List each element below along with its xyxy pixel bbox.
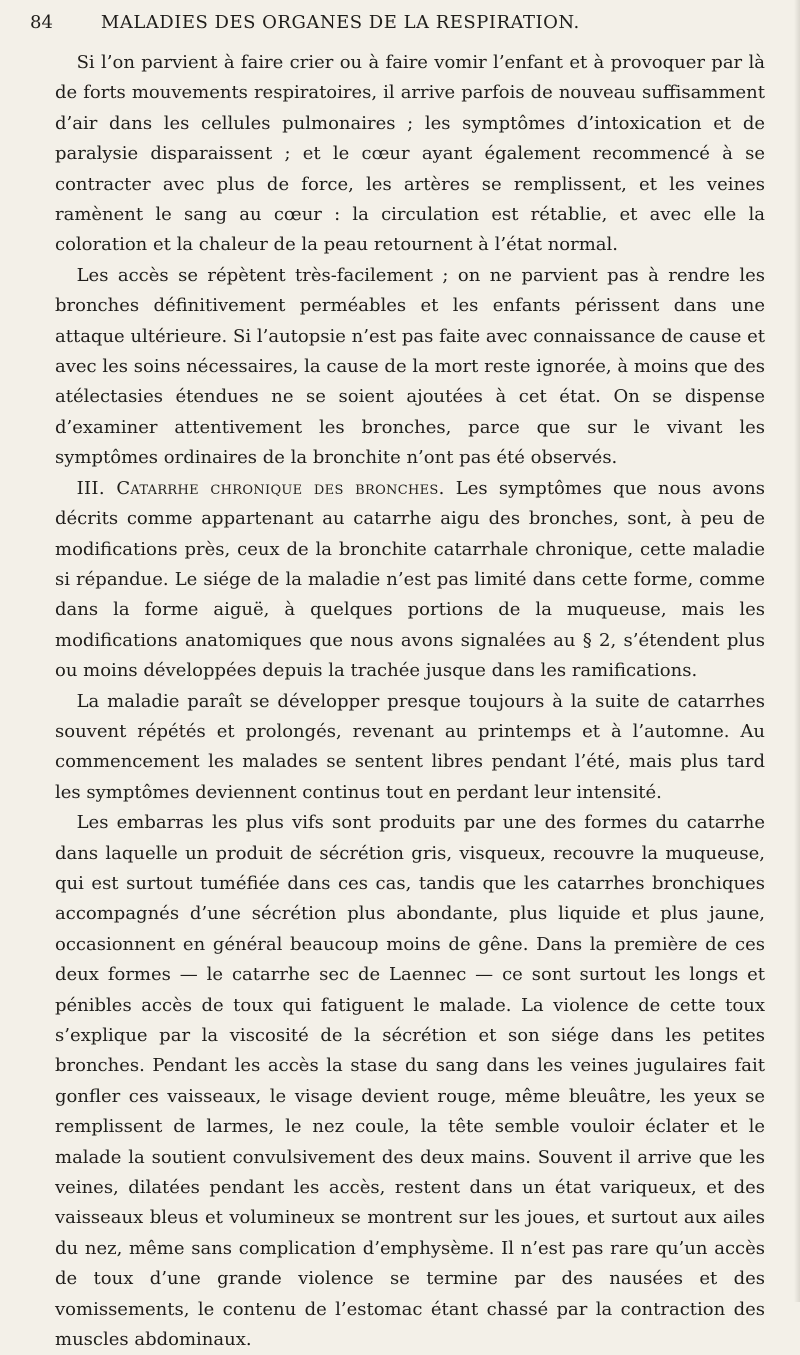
page-edge-shadow xyxy=(794,0,800,1302)
paragraph xyxy=(55,808,765,1355)
running-title: MALADIES DES ORGANES DE LA RESPIRATION. xyxy=(100,11,580,33)
page-header xyxy=(30,4,770,40)
paragraph-text: Les embarras les plus vifs sont produits par une des formes du catarrhe dans laquelle un produit de sécrétion gris, visqueux, recouvre la muqueuse, qui est surtout tuméfiée dans ces cas, tandis que les catarrhes bronchiques accompagnés d’une sécrétion plus abondante, plus liquide et plus jaune, occasionnent en général beaucoup moins de gêne. Dans la première de ces deux formes — le catarrhe sec de Laennec — ce sont surtout les longs et pénibles accès de toux qui fatiguent le malade. La violence de cette toux s’explique par la viscosité de la sécrétion et son siége dans les petites bronches. Pendant les accès la stase du sang dans les veines jugulaires fait gonfler ces vaisseaux, le visage devient rouge, même bleuâtre, les yeux se remplissent de larmes, le nez coule, la tête semble vouloir éclater et le malade la soutient convulsivement des deux mains. Souvent il arrive que les veines, dilatées pendant les accès, restent dans un état variqueux, et des vaisseaux bleus et volumineux se montrent sur les joues, et surtout aux ailes du nez, même sans complication d’emphysème. Il n’est pas rare qu’un accès de toux d’une grande violence se termine par des nausées et des vomissements, le contenu de l’estomac étant chassé par la contraction des muscles abdominaux. xyxy=(55,812,765,1351)
paragraph-text: Les symptômes que nous avons décrits comme appartenant au catarrhe aigu des bronches, sont, à peu de modifications près, ceux de la bronchite catarrhale chronique, cette maladie si répandue. Le siége de la maladie n’est pas limité dans cette forme, comme dans la forme aiguë, à quelques portions de la muqueuse, mais les modifications anatomiques que nous avons signalées au § 2, s’étendent plus ou moins développées depuis la trachée jusque dans les ramifications. xyxy=(55,477,765,682)
page-number: 84 xyxy=(30,11,53,33)
section-heading: III. Catarrhe chronique des bronches. xyxy=(76,477,445,499)
paragraph-text: Si l’on parvient à faire crier ou à faire vomir l’enfant et à provoquer par là de forts mouvements respiratoires, il arrive parfois de nouveau suffisamment d’air dans les cellules pulmonaires ; les symptômes d’intoxication et de paralysie disparaissent ; et le cœur ayant également recommencé à se contracter avec plus de force, les artères se remplissent, et les veines ramènent le sang au cœur : la circulation est rétablie, et avec elle la coloration et la chaleur de la peau retournent à l’état normal. xyxy=(55,52,765,256)
paragraph xyxy=(55,261,765,474)
paragraph xyxy=(55,687,765,809)
paragraph xyxy=(55,48,765,261)
paragraph-text: Les accès se répètent très-facilement ; on ne parvient pas à rendre les bronches définitivement perméables et les enfants périssent dans une attaque ultérieure. Si l’autopsie n’est pas faite avec connaissance de cause et avec les soins nécessaires, la cause de la mort reste ignorée, à moins que des atélectasies étendues ne se soient ajoutées à cet état. On se dispense d’examiner attentivement les bronches, parce que sur le vivant les symptômes ordinaires de la bronchite n’ont pas été observés. xyxy=(55,264,765,469)
body-text xyxy=(55,48,765,1355)
paragraph xyxy=(55,474,765,687)
paragraph-text: La maladie paraît se développer presque toujours à la suite de catarrhes souvent répétés et prolongés, revenant au printemps et à l’automne. Au commencement les malades se sentent libres pendant l’été, mais plus tard les symptômes deviennent continus tout en perdant leur intensité. xyxy=(55,690,765,803)
